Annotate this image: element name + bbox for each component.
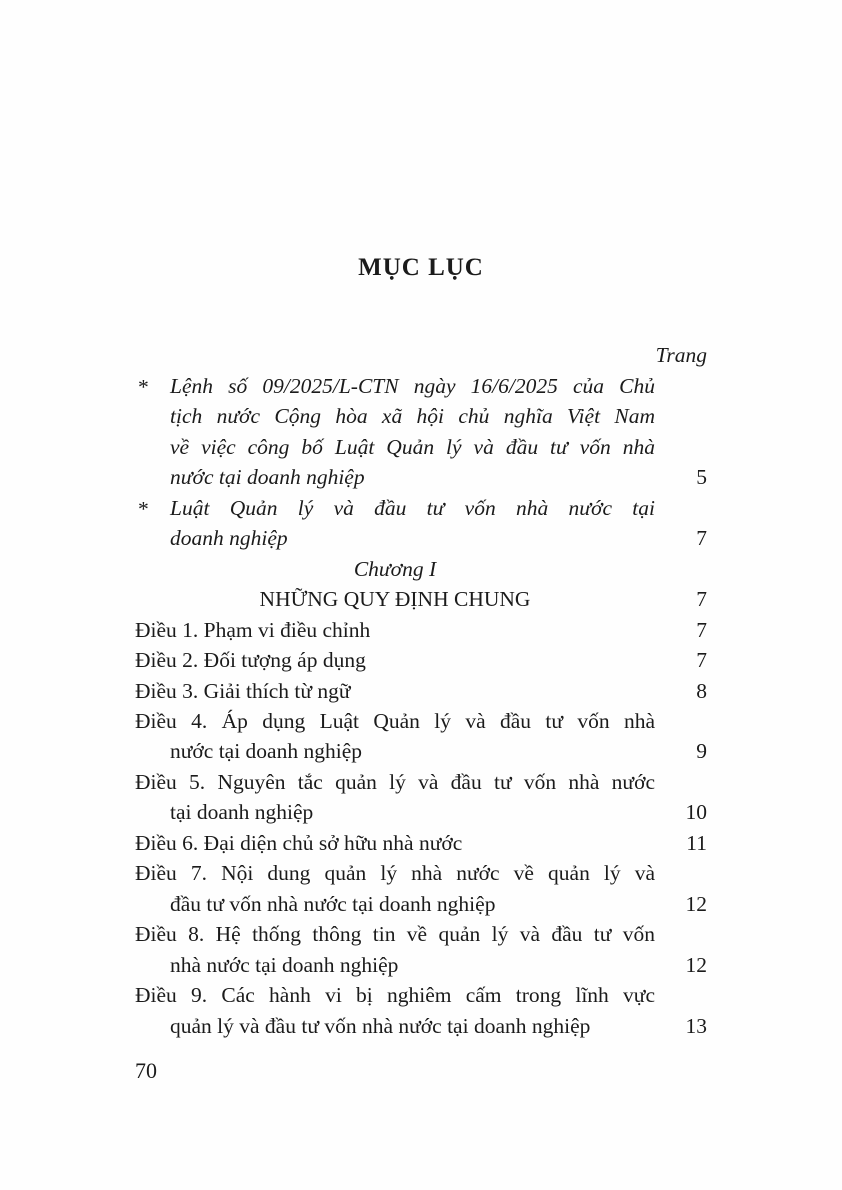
- toc-line: [135, 980, 707, 1010]
- toc-line: [135, 676, 707, 706]
- chapter-title: NHỮNG QUY ĐỊNH CHUNG: [259, 587, 531, 612]
- toc-entry-text: Điều 7. Nội dung quản lý nhà nước về quản lý và: [135, 861, 655, 886]
- toc-entry-text: Điều 4. Áp dụng Luật Quản lý và đầu tư vốn nhà: [135, 708, 655, 733]
- toc-page-number: 7: [696, 526, 707, 551]
- toc-page-number: 5: [696, 465, 707, 490]
- toc-line: [135, 401, 707, 431]
- toc-entry-text: doanh nghiệp: [170, 526, 288, 551]
- toc-line: [135, 889, 707, 919]
- toc-line: [135, 645, 707, 675]
- chapter-label: Chương I: [353, 556, 437, 581]
- toc-entry-text: Điều 2. Đối tượng áp dụng: [135, 648, 366, 673]
- toc-page-number: [655, 554, 707, 584]
- toc-entry-text: Điều 6. Đại diện chủ sở hữu nhà nước: [135, 830, 463, 855]
- toc-line: [135, 462, 707, 492]
- toc-line: [135, 828, 707, 858]
- toc-line: [135, 615, 707, 645]
- toc-page-number: 8: [696, 678, 707, 703]
- toc-page-number: [655, 706, 707, 736]
- toc-page-number: [655, 401, 707, 431]
- toc-entry-text: Điều 1. Phạm vi điều chỉnh: [135, 617, 371, 642]
- toc-page-number: 7: [696, 617, 707, 642]
- toc-line: [135, 950, 707, 980]
- toc-entry-text: Lệnh số 09/2025/L-CTN ngày 16/6/2025 của Chủ: [170, 374, 655, 398]
- toc-line: [135, 432, 707, 462]
- toc-page-number: 12: [685, 891, 707, 916]
- toc-line: [135, 584, 707, 614]
- toc-page-number: 10: [685, 800, 707, 825]
- toc-page-number: [655, 493, 707, 523]
- toc-page-number: [655, 432, 707, 462]
- toc-line: [135, 736, 707, 766]
- toc-entry-text: tại doanh nghiệp: [170, 800, 314, 825]
- toc-list: [135, 371, 707, 1041]
- toc-entry-text: Điều 5. Nguyên tắc quản lý và đầu tư vốn nhà nước: [135, 769, 655, 794]
- toc-line: [135, 858, 707, 888]
- toc-entry-marker: *: [137, 375, 148, 399]
- toc-line: [135, 706, 707, 736]
- toc-line: [135, 919, 707, 949]
- toc-entry-text: về việc công bố Luật Quản lý và đầu tư vốn nhà: [170, 434, 655, 459]
- toc-line: [135, 493, 707, 523]
- toc-entry-text: nước tại doanh nghiệp: [170, 739, 362, 764]
- toc-line: [135, 371, 707, 401]
- toc-page-number: [655, 371, 707, 401]
- folio-page-number: 70: [135, 1058, 157, 1083]
- toc-entry-text: nước tại doanh nghiệp: [170, 465, 365, 490]
- toc-page-number: 9: [696, 739, 707, 764]
- toc-entry-text: Điều 9. Các hành vi bị nghiêm cấm trong lĩnh vực: [135, 983, 655, 1008]
- toc-page-number: 11: [686, 830, 707, 855]
- page-title: MỤC LỤC: [358, 254, 484, 281]
- toc-entry-text: đầu tư vốn nhà nước tại doanh nghiệp: [170, 891, 496, 916]
- toc-page-number: [655, 980, 707, 1010]
- toc-entry-text: tịch nước Cộng hòa xã hội chủ nghĩa Việt Nam: [170, 404, 655, 429]
- toc-page-number: 7: [696, 587, 707, 612]
- toc-page-number: [655, 858, 707, 888]
- toc-entry-text: Luật Quản lý và đầu tư vốn nhà nước tại: [170, 495, 655, 520]
- toc-page-number: [655, 767, 707, 797]
- toc-page-number: 12: [685, 952, 707, 977]
- toc-page-number: [655, 919, 707, 949]
- toc-line: [135, 1011, 707, 1041]
- toc-line: [135, 523, 707, 553]
- toc-entry-text: nhà nước tại doanh nghiệp: [170, 952, 399, 977]
- toc-line: [135, 554, 707, 584]
- toc-entry-marker: *: [137, 496, 148, 521]
- toc-line: [135, 767, 707, 797]
- toc-page-number: 13: [685, 1013, 707, 1038]
- toc-line: [135, 797, 707, 827]
- toc-entry-text: quản lý và đầu tư vốn nhà nước tại doanh nghiệp: [170, 1013, 591, 1038]
- page-column-header: Trang: [655, 343, 707, 367]
- toc-entry-text: Điều 3. Giải thích từ ngữ: [135, 678, 351, 703]
- toc-page-number: 7: [696, 648, 707, 673]
- toc-entry-text: Điều 8. Hệ thống thông tin về quản lý và đầu tư vốn: [135, 922, 655, 947]
